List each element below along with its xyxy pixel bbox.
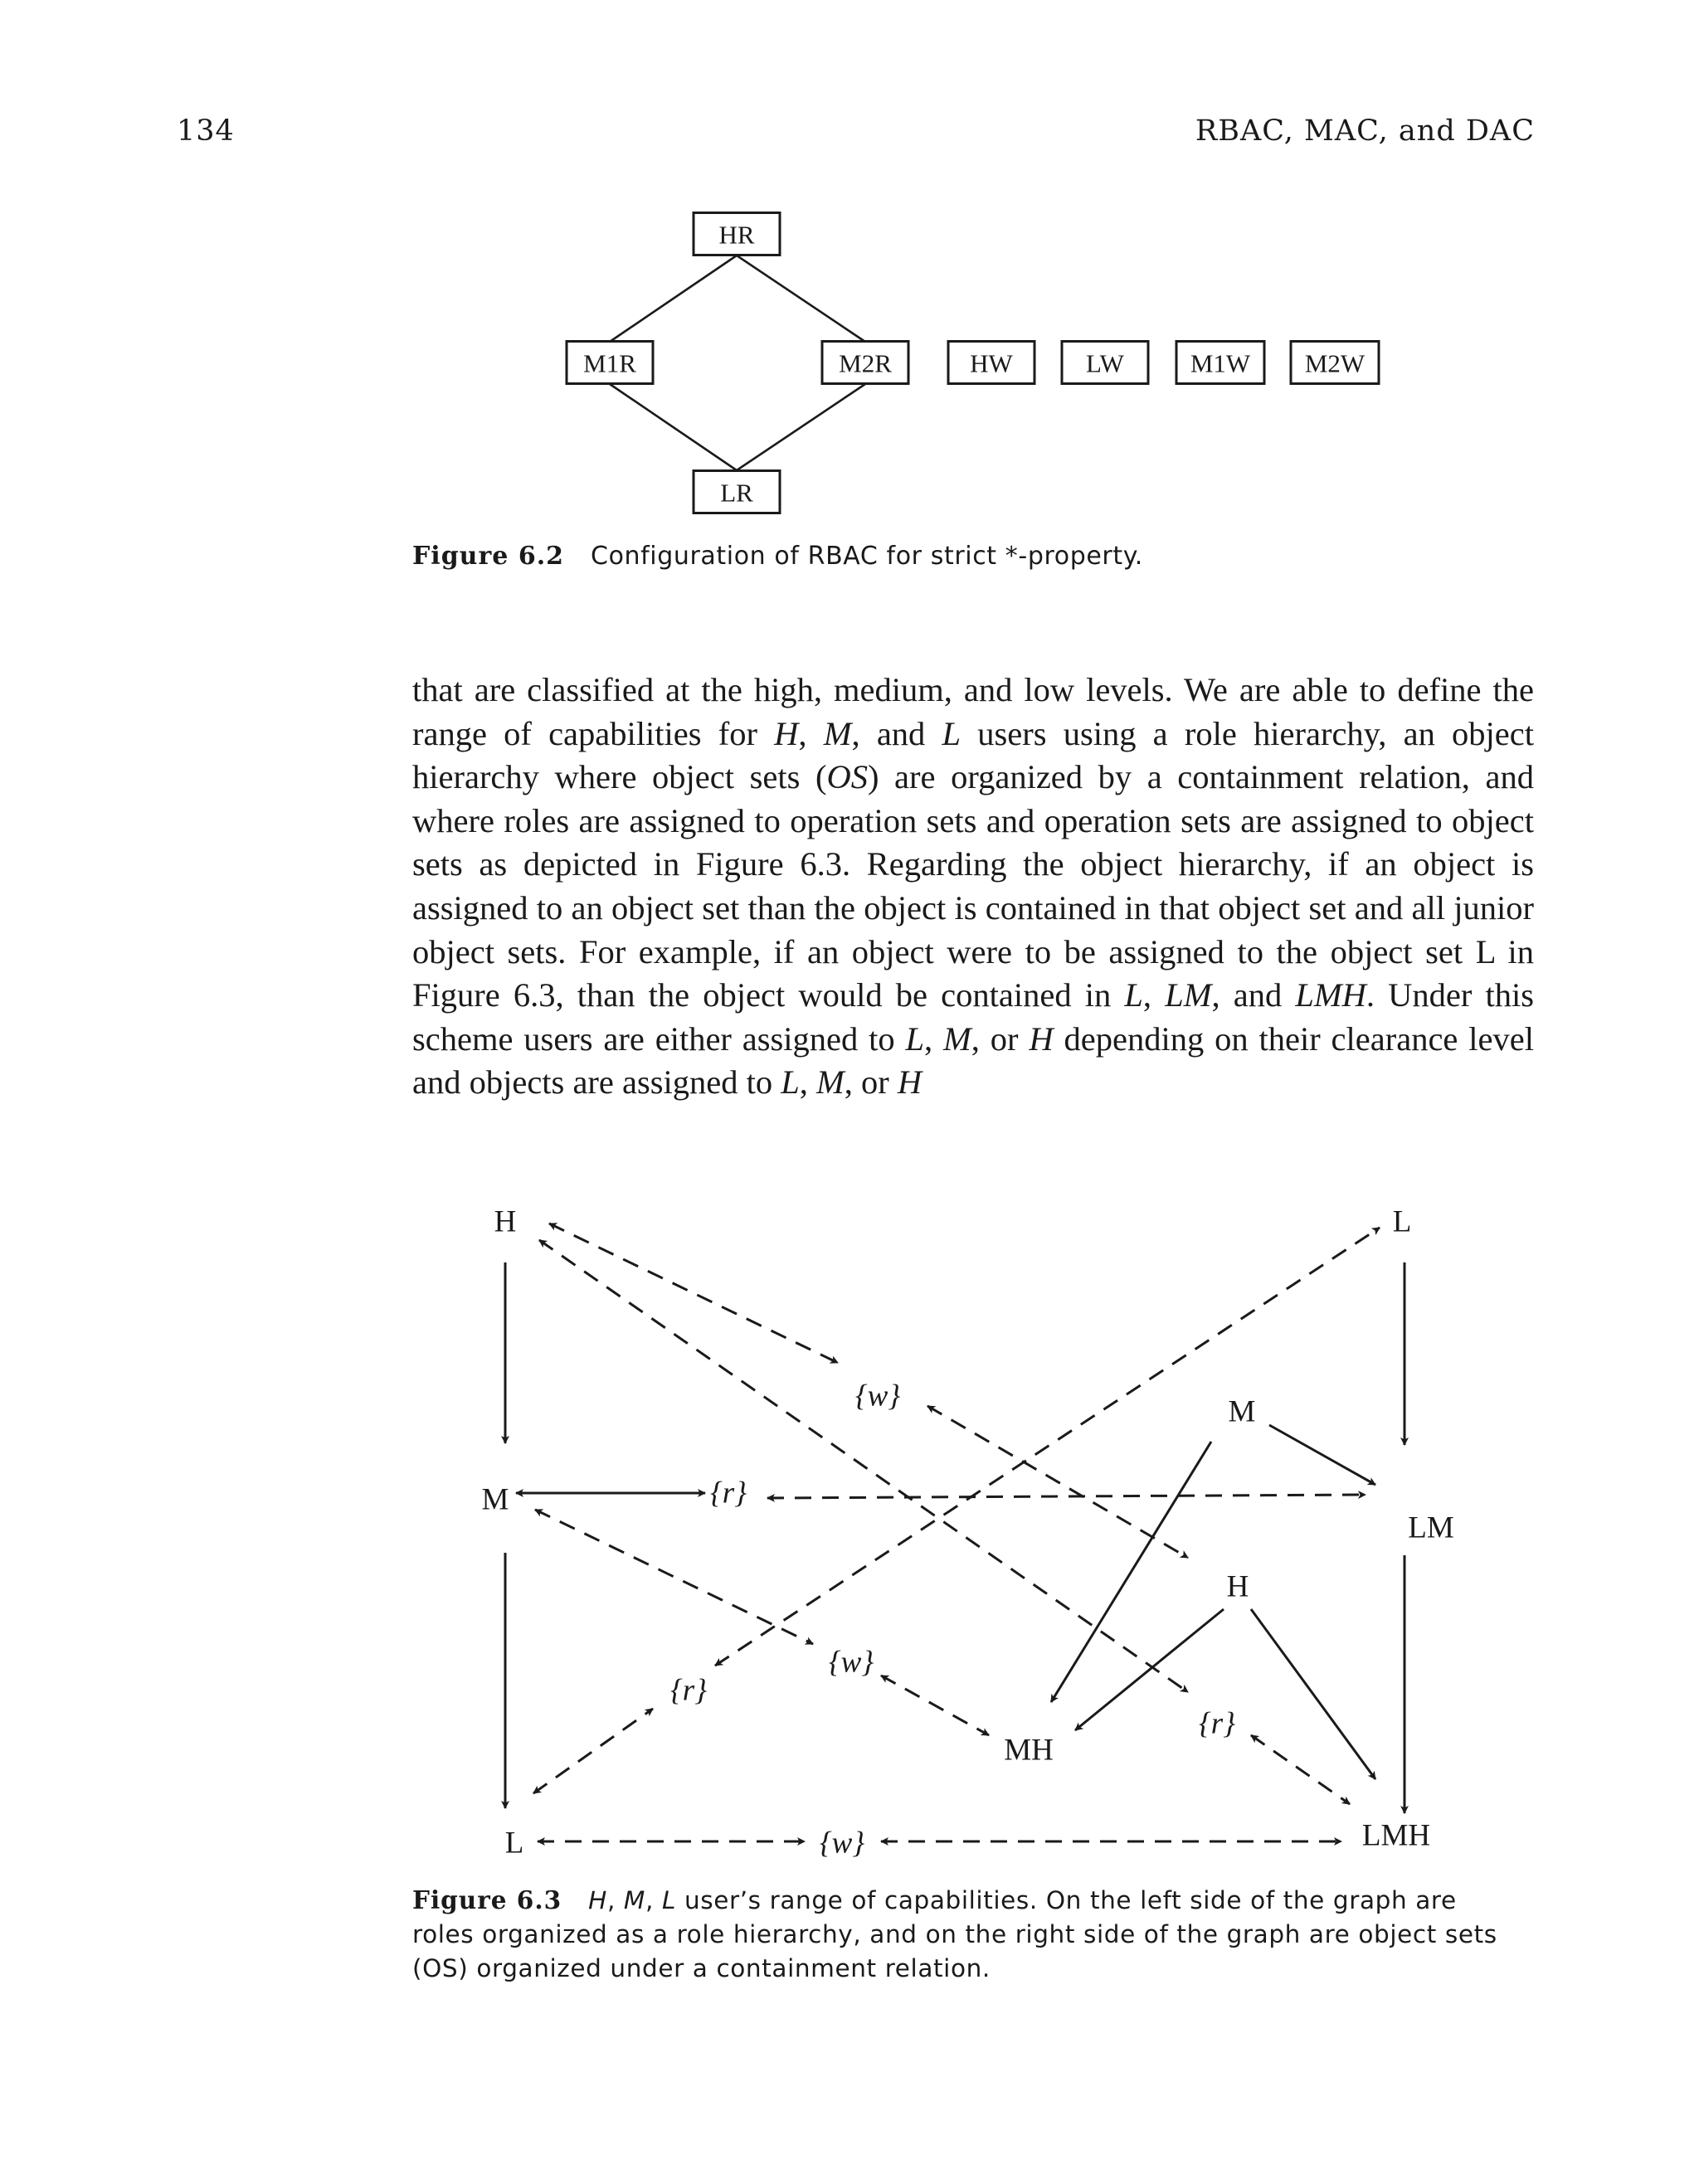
role-box-label: M1R — [583, 348, 636, 378]
edge-op-w-top-os-h — [927, 1406, 1188, 1558]
figure-6-2-label: Figure 6.2 — [412, 542, 565, 571]
edge-os-h-os-lmh — [1251, 1609, 1375, 1779]
body-paragraph: that are classified at the high, medium, and low levels. We are able to define the range of capabilities for H, M, and L users using a role hierarchy, an object hierarchy where object sets (OS) are organized by a containment relation, and where roles are assigned to operation sets and operation sets are assigned to object sets as depicted in Figure 6.3. Regarding the object hierarchy, if an object is assigned to an object set than the object is contained in that object set and all junior object sets. For example, if an object were to be assigned to the object set L in Figure 6.3, than the object would be contained in L, LM, and LMH. Under this scheme users are either assigned to L, M, or H depending on their clearance level and objects are assigned to L, M, or H — [412, 671, 1535, 1102]
role-h-node: H — [494, 1204, 517, 1239]
op-w-top-node: {w} — [854, 1379, 901, 1413]
edge-op-r-right-os-lmh — [1251, 1735, 1350, 1804]
edge-op-r-mid-os-lm — [767, 1495, 1366, 1498]
op-r-mid-node: {r} — [710, 1476, 747, 1510]
os-h-node: H — [1226, 1569, 1249, 1604]
role-l-node: L — [504, 1826, 524, 1861]
figure-6-3-label: Figure 6.3 — [412, 1885, 562, 1914]
op-r-right-node: {r} — [1199, 1706, 1235, 1741]
page-number: 134 — [177, 114, 235, 148]
fig63-edges — [505, 1223, 1404, 1841]
role-box-label: HW — [970, 348, 1013, 378]
running-head: RBAC, MAC, and DAC — [1195, 114, 1535, 148]
edge-os-m-os-lm — [1269, 1425, 1375, 1485]
role-box-label: M2R — [839, 348, 892, 378]
role-box-label: LW — [1086, 348, 1124, 378]
os-l-node: L — [1392, 1204, 1412, 1239]
op-w-mid-node: {w} — [828, 1645, 874, 1680]
os-mh-node: MH — [1004, 1733, 1054, 1768]
edge-role-h-op-w-top — [549, 1223, 838, 1363]
edge-op-r-left-os-l — [715, 1228, 1380, 1666]
os-lm-node: LM — [1408, 1510, 1454, 1545]
role-box-label: HR — [718, 220, 755, 250]
role-box-label: M1W — [1190, 348, 1251, 378]
role-m-node: M — [481, 1482, 509, 1517]
role-box-label: LR — [720, 478, 753, 508]
edge-role-m-op-w-mid — [535, 1510, 813, 1644]
figure-6-2-caption-text: Configuration of RBAC for strict *-property. — [591, 542, 1143, 571]
edge-role-l-op-r-left — [533, 1709, 653, 1793]
edge-role-h-op-r-right — [539, 1240, 1188, 1692]
op-w-bottom-node: {w} — [819, 1826, 865, 1861]
os-m-node: M — [1228, 1394, 1256, 1429]
os-lmh-node: LMH — [1361, 1818, 1431, 1853]
edge-op-w-mid-os-mh — [881, 1676, 989, 1735]
figure-6-3-caption — [412, 1883, 1516, 1986]
role-box-label: M2W — [1304, 348, 1366, 378]
op-r-left-node: {r} — [670, 1673, 707, 1708]
fig63-nodes — [482, 1205, 1454, 1861]
edge-os-m-os-mh — [1051, 1442, 1211, 1702]
figure-6-3-caption-text: H, M, L user’s range of capabilities. On the left side of the graph are roles organized as a role hierarchy, and on the right side of the graph are object sets (OS) organized under a containment relation. — [412, 1886, 1497, 1982]
